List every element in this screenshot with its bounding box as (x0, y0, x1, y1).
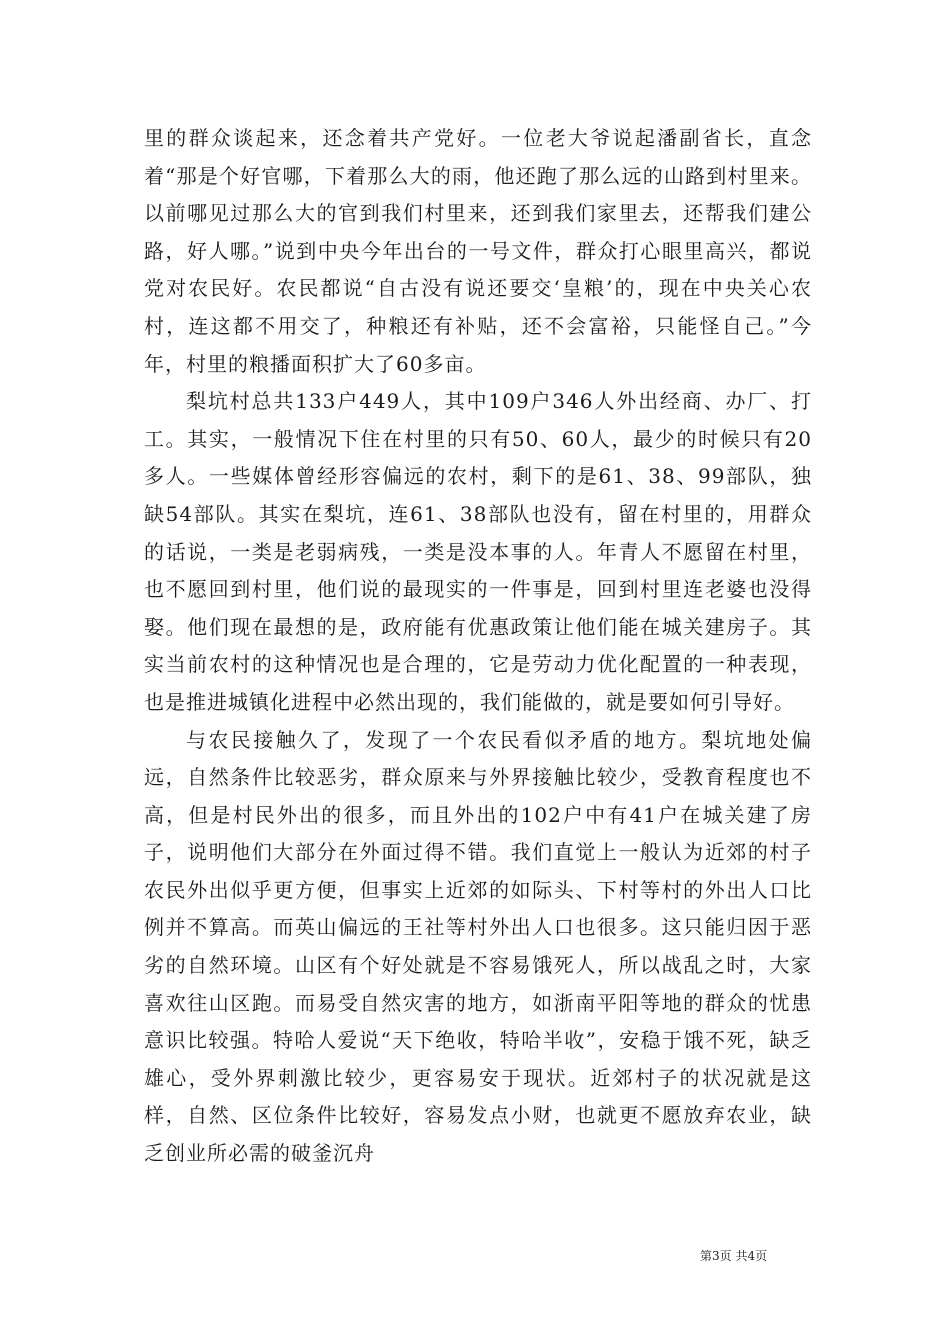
page-number-footer: 第3页 共4页 (700, 1249, 768, 1263)
paragraph-1: 里的群众谈起来，还念着共产党好。一位老大爷说起潘副省长，直念着“那是个好官哪，下着那么大的雨，他还跑了那么远的山路到村里来。以前哪见过那么大的官到我们村里来，还到我们家里去，还帮我们建公路，好人哪。”说到中央今年出台的一号文件，群众打心眼里高兴，都说党对农民好。农民都说“自古没有说还要交‘皇粮’的，现在中央关心农村，连这都不用交了，种粮还有补贴，还不会富裕，只能怪自己。”今年，村里的粮播面积扩大了60多亩。 (144, 126, 812, 376)
body-text (144, 120, 812, 1173)
paragraph-3: 与农民接触久了，发现了一个农民看似矛盾的地方。梨坑地处偏远，自然条件比较恶劣，群众原来与外界接触比较少，受教育程度也不高，但是村民外出的很多，而且外出的102户中有41户在城关建了房子，说明他们大部分在外面过得不错。我们直觉上一般认为近郊的村子农民外出似乎更方便，但事实上近郊的如际头、下村等村的外出人口比例并不算高。而英山偏远的王社等村外出人口也很多。这只能归因于恶劣的自然环境。山区有个好处就是不容易饿死人，所以战乱之时，大家喜欢往山区跑。而易受自然灾害的地方，如浙南平阳等地的群众的忧患意识比较强。特哈人爱说“天下绝收，特哈半收”，安稳于饿不死，缺乏雄心，受外界刺激比较少，更容易安于现状。近郊村子的状况就是这样，自然、区位条件比较好，容易发点小财，也就更不愿放弃农业，缺乏创业所必需的破釜沉舟 (144, 727, 812, 1166)
paragraph-2: 梨坑村总共133户449人，其中109户346人外出经商、办厂、打工。其实，一般情况下住在村里的只有50、60人，最少的时候只有20多人。一些媒体曾经形容偏远的农村，剩下的是61、38、99部队，独缺54部队。其实在梨坑，连61、38部队也没有，留在村里的，用群众的话说，一类是老弱病残，一类是没本事的人。年青人不愿留在村里，也不愿回到村里，他们说的最现实的一件事是，回到村里连老婆也没得娶。他们现在最想的是，政府能有优惠政策让他们能在城关建房子。其实当前农村的这种情况也是合理的，它是劳动力优化配置的一种表现，也是推进城镇化进程中必然出现的，我们能做的，就是要如何引导好。 (144, 389, 812, 714)
